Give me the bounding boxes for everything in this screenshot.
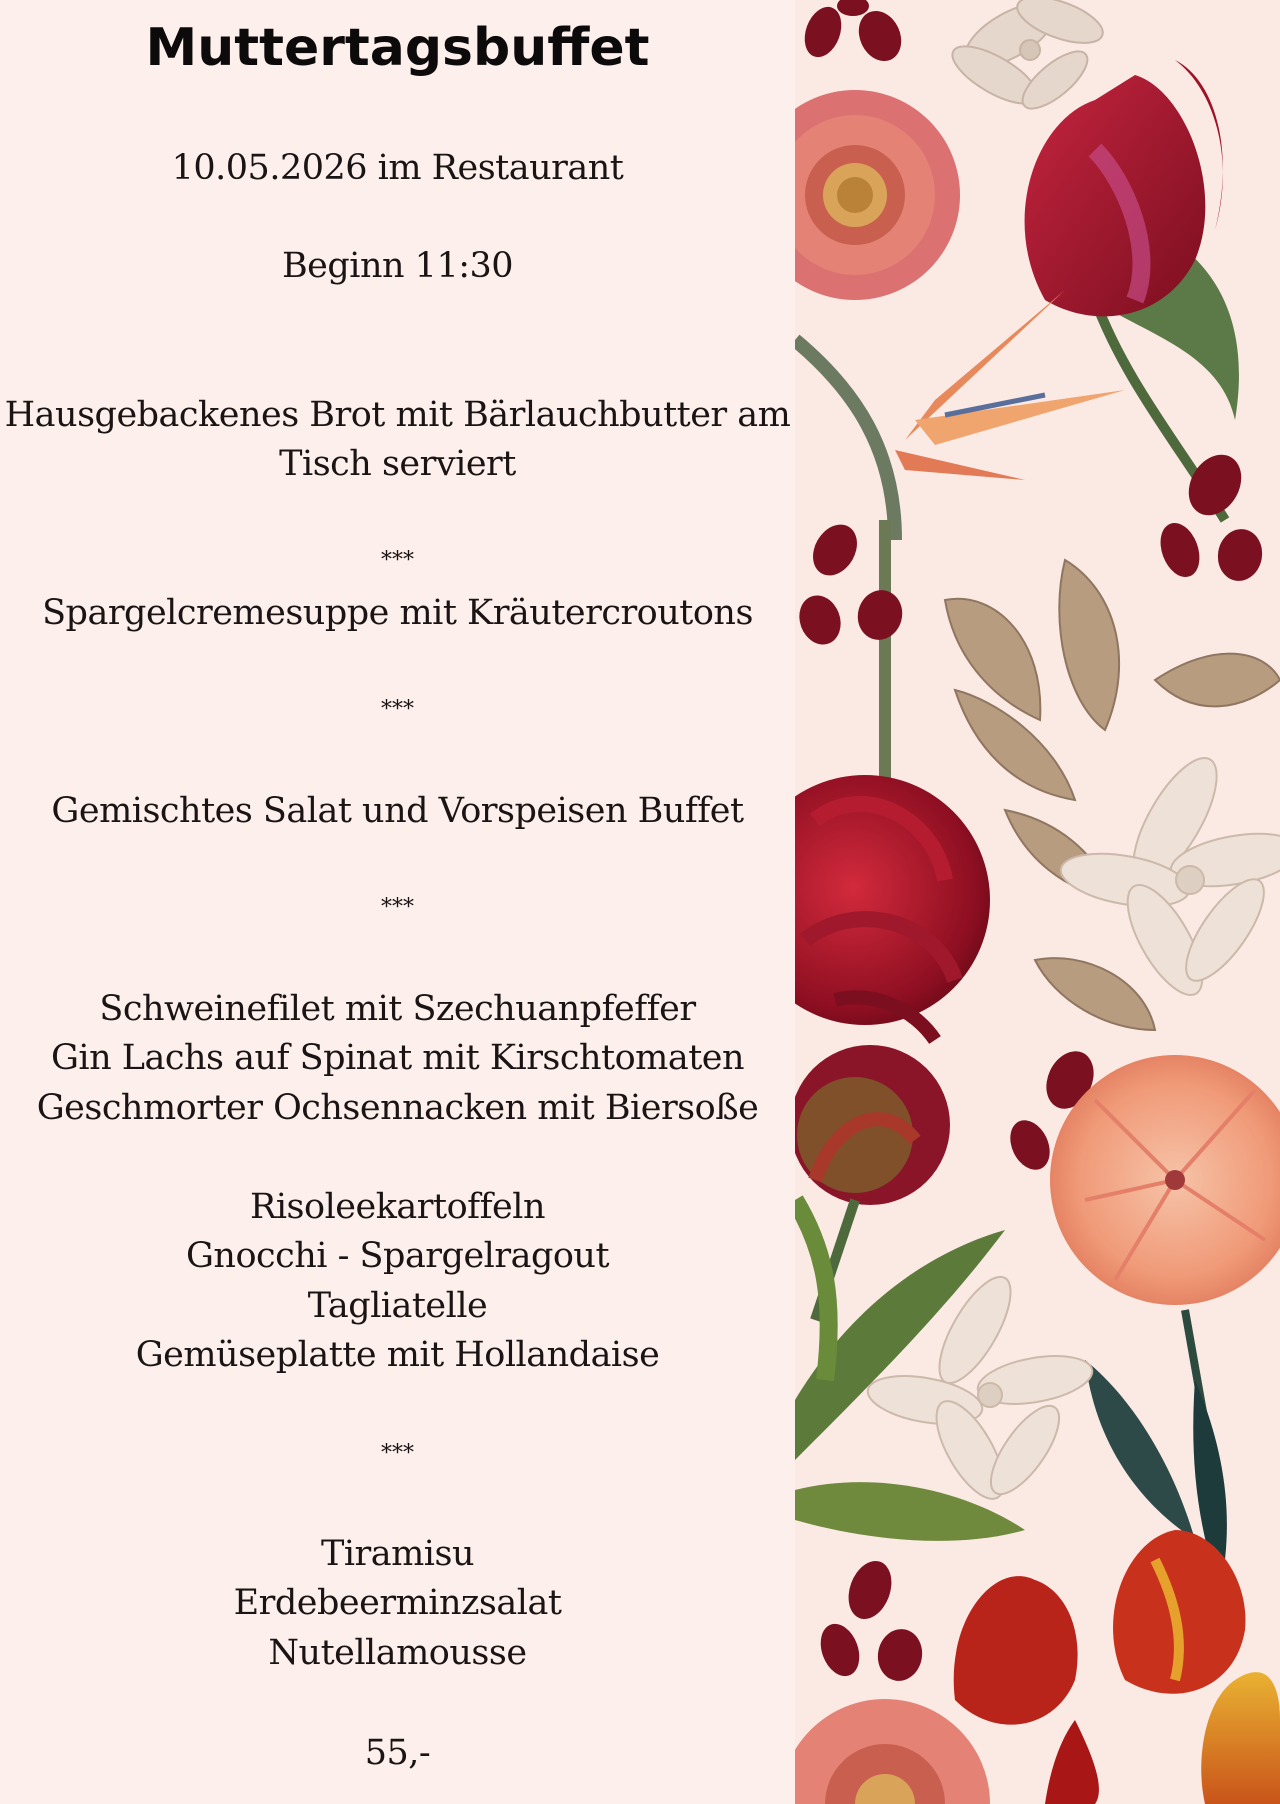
course-separator: *** [381, 1441, 414, 1466]
bread-course-line-1: Hausgebackenes Brot mit Bärlauchbutter am [4, 395, 791, 435]
tulip-icon [954, 1530, 1280, 1804]
main-dish: Schweinefilet mit Szechuanpfeffer [99, 989, 696, 1029]
red-carnation-icon [795, 775, 990, 1040]
bread-course-line-2: Tisch serviert [279, 444, 516, 484]
pink-gerbera-icon [795, 90, 960, 300]
side-dish: Gemüseplatte mit Hollandaise [135, 1335, 660, 1375]
dessert: Erdebeerminzsalat [233, 1583, 562, 1623]
side-dish: Tagliatelle [307, 1286, 488, 1326]
side-dish: Risoleekartoffeln [250, 1187, 545, 1227]
soup-course: Spargelcremesuppe mit Kräutercroutons [42, 593, 753, 633]
main-dish: Geschmorter Ochsennacken mit Biersoße [36, 1088, 759, 1128]
floral-illustration [795, 0, 1280, 1804]
course-separator: *** [381, 895, 414, 920]
price: 55,- [364, 1733, 431, 1773]
side-dish: Gnocchi - Spargelragout [185, 1236, 610, 1276]
petal-cluster-icon [798, 0, 909, 68]
pink-gerbera-icon [795, 1699, 990, 1804]
course-separator: *** [381, 548, 414, 573]
beige-flower-icon [944, 0, 1108, 118]
starter-buffet: Gemischtes Salat und Vorspeisen Buffet [51, 791, 744, 831]
peach-flower-icon [1050, 1055, 1280, 1480]
start-time: Beginn 11:30 [281, 246, 514, 286]
main-dish: Gin Lachs auf Spinat mit Kirschtomaten [50, 1038, 745, 1078]
dessert: Tiramisu [320, 1534, 475, 1574]
dessert: Nutellamousse [268, 1633, 527, 1673]
event-date: 10.05.2026 im Restaurant [171, 148, 624, 188]
petal-cluster-icon [795, 445, 1266, 650]
menu-title: Muttertagsbuffet [145, 18, 650, 78]
course-separator: *** [381, 697, 414, 722]
tulip-icon [1025, 60, 1239, 520]
